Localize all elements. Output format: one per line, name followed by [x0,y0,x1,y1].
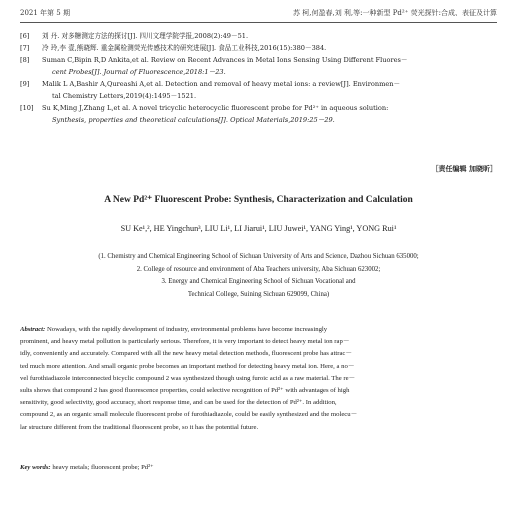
affiliation-line: 3. Energy and Chemical Engineering School of Sichuan Vocational and [161,278,356,285]
affiliation-line: Technical College, Suining Sichuan 629099, China) [187,290,330,298]
reference-item-continued [20,66,500,78]
reference-item [20,78,500,90]
abstract-line [20,324,498,336]
abstract-line: prominent, and heavy metal pollution is particularly serious. Therefore, it is very important to detect heavy metal ion rap－ [20,338,350,346]
reference-item [20,54,500,66]
reference-list [20,30,500,126]
reference-item [20,30,500,42]
keywords [20,463,154,471]
reference-item [20,102,500,114]
abstract-line: sults shows that compound 2 has good fluorescence properties, could selective recognition of Pd²⁺ with advantages of high [20,387,350,395]
reference-item-continued [20,90,500,102]
reference-number: [9] [20,80,30,88]
affiliation-line: 2. College of resource and environment of Aba Teachers university, Aba Sichuan 623002; [136,265,381,273]
reference-item [20,42,500,54]
abstract-text: Nowadays, with the rapidly development of industry, environmental problems have become increasingly [46,326,328,333]
running-title: 苏 柯,何盈春,刘 利,等:一种新型 Pd²⁺ 荧光探针:合成、表征及计算 [293,9,497,17]
reference-text: Synthesis, properties and theoretical calculations[J]. Optical Materials,2019:25－29. [52,116,335,124]
abstract [20,324,498,434]
abstract-line: idly, conveniently and accurately. Compared with all the new heavy metal detection methods, fluorescent probe has attrac－ [20,350,353,358]
reference-text: cent Probes[J]. Journal of Fluorescence,2018:1－23. [52,68,226,76]
paper-title: A New Pd²⁺ Fluorescent Probe: Synthesis, Characterization and Calculation [104,195,413,205]
running-header [20,6,497,20]
reference-text: Malik L A,Bashir A,Qureashi A,et al. Detection and removal of heavy metal ions: a review[J]. Environmen－ [42,80,401,88]
responsible-editor: ［责任编辑 加晓昕］ [431,164,497,173]
abstract-line: ted much more attention. And small organic probe becomes an important method for detecting heavy metal ion. Here, a no－ [20,362,355,370]
abstract-line: lar structure different from the traditional fluorescent probe, so it has the potential future. [20,423,259,431]
abstract-label: Abstract: [20,326,46,333]
affiliation-line: (1. Chemistry and Chemical Engineering School of Sichuan University of Arts and Science, Dazhou Sichuan 635000; [98,253,419,260]
abstract-line: vel furothiadiazole interconnected bicyclic compound 2 was synthesized though using furoic acid as a raw material. The re－ [20,374,356,382]
reference-number: [7] [20,44,30,52]
reference-number: [10] [20,104,34,112]
issue-label: 2021 年第 5 期 [20,9,70,17]
reference-text: Suman C,Bipin R,D Ankita,et al. Review on Recent Advances in Metal Ions Sensing Using Different Fluores－ [42,56,408,64]
reference-text: Su K,Ming J,Zhang L,et al. A novel tricyclic heterocyclic fluorescent probe for Pd²⁺ in aqueous solution: [42,104,389,112]
reference-text: 冷 玲,李 壹,熊晓辉. 重金属检测荧光传感技术的研究进展[J]. 食品工业科技,2016(15):380－384. [42,44,327,52]
reference-number: [8] [20,56,30,64]
keywords-text: heavy metals; fluorescent probe; Pd²⁺ [52,464,154,471]
reference-text: tal Chemistry Letters,2019(4):1495－1521. [52,92,197,100]
affiliations [0,251,517,301]
abstract-line: sensitivity, good selectivity, good accuracy, short response time, and can be used for the detection of Pd²⁺. In addition, [20,399,337,407]
reference-text: 刘 丹. 对多糖测定方法的探讨[J]. 四川文理学院学报,2008(2):49－51. [42,32,249,40]
keywords-label: Key words: [20,464,51,471]
header-rule [20,22,497,23]
author-list: SU Ke¹,², HE Yingchun³, LIU Li¹, LI Jiarui¹, LIU Juwei¹, YANG Ying¹, YONG Rui¹ [120,224,397,233]
reference-item-continued [20,114,500,126]
abstract-line: compound 2, as an organic small molecule fluorescent probe of furothiadiazole, could be easily synthesized and the molecu－ [20,411,358,419]
reference-number: [6] [20,32,30,40]
